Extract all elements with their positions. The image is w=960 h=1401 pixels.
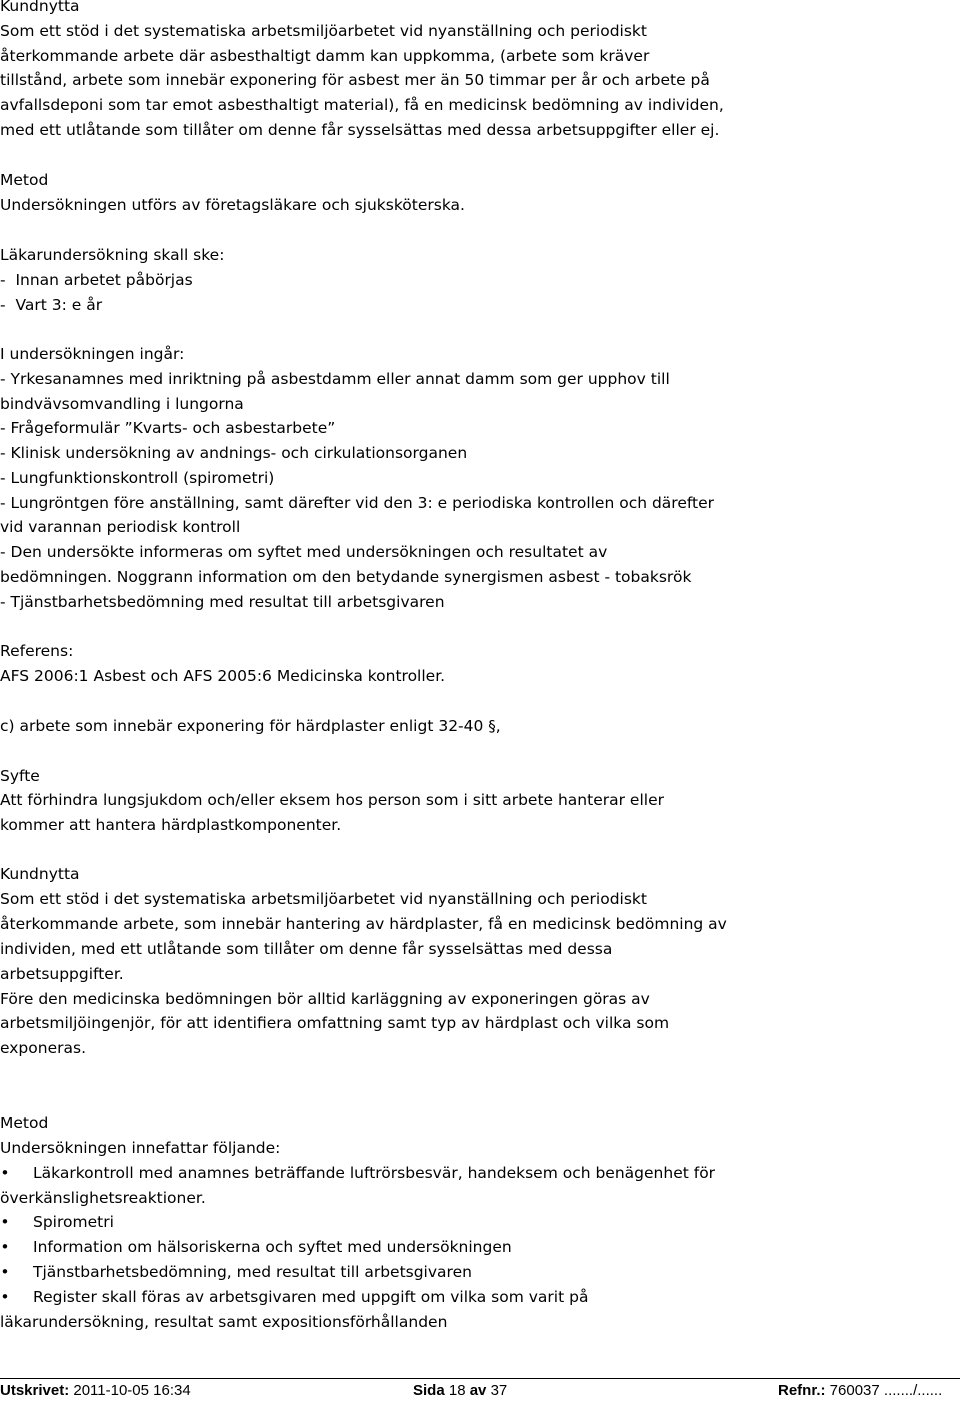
paragraph-line: - Tjänstbarhetsbedömning med resultat till arbetsgivaren — [0, 593, 445, 611]
section-heading-syfte: Syfte — [0, 767, 40, 785]
bullet-text: Tjänstbarhetsbedömning, med resultat till arbetsgivaren — [33, 1263, 472, 1281]
reference-number — [778, 1381, 942, 1401]
bullet-marker: • — [0, 1213, 10, 1231]
bullet-marker: • — [0, 1164, 10, 1182]
paragraph-line: återkommande arbete där asbesthaltigt damm kan uppkomma, (arbete som kräver — [0, 47, 650, 65]
paragraph-line: exponeras. — [0, 1039, 86, 1057]
paragraph-line: Undersökningen innefattar följande: — [0, 1139, 281, 1157]
printed-date — [0, 1381, 191, 1401]
bullet-text: Information om hälsoriskerna och syftet med undersökningen — [33, 1238, 512, 1256]
bullet-item — [0, 1161, 960, 1186]
paragraph-line: Undersökningen utförs av företagsläkare och sjuksköterska. — [0, 196, 465, 214]
printed-value: 2011-10-05 16:34 — [69, 1382, 191, 1399]
paragraph-line: Som ett stöd i det systematiska arbetsmiljöarbetet vid nyanställning och periodiskt — [0, 890, 647, 908]
bullet-continuation: överkänslighetsreaktioner. — [0, 1189, 206, 1207]
section-heading-metod: Metod — [0, 171, 49, 189]
paragraph-line: Som ett stöd i det systematiska arbetsmiljöarbetet vid nyanställning och periodiskt — [0, 22, 647, 40]
page-number — [413, 1381, 507, 1401]
dash-list-item: - Innan arbetet påbörjas — [0, 271, 193, 289]
section-heading-metod: Metod — [0, 1114, 49, 1132]
page-current: 18 — [448, 1382, 466, 1399]
paragraph-line: - Yrkesanamnes med inriktning på asbestdamm eller annat damm som ger upphov till — [0, 370, 670, 388]
paragraph-line: - Frågeformulär ”Kvarts- och asbestarbete” — [0, 419, 336, 437]
bullet-item — [0, 1285, 960, 1310]
section-c-text: c) arbete som innebär exponering för härdplaster enligt 32-40 — [0, 717, 489, 735]
paragraph-line: arbetsuppgifter. — [0, 965, 124, 983]
paragraph-line: kommer att hantera härdplastkomponenter. — [0, 816, 342, 834]
section-heading-lakarundersokning: Läkarundersökning skall ske: — [0, 246, 225, 264]
bullet-continuation: läkarundersökning, resultat samt expositionsförhållanden — [0, 1313, 448, 1331]
paragraph-symbol: § — [488, 717, 496, 735]
page-footer — [0, 1378, 960, 1399]
bullet-marker: • — [0, 1288, 10, 1306]
paragraph-line: med ett utlåtande som tillåter om denne får sysselsättas med dessa arbetsuppgifter eller ej. — [0, 121, 720, 139]
paragraph-line: avfallsdeponi som tar emot asbesthaltigt material), få en medicinsk bedömning av individen, — [0, 96, 724, 114]
section-c-heading — [0, 714, 501, 739]
reference-line: AFS 2006:1 Asbest och AFS 2005:6 Medicinska kontroller. — [0, 667, 446, 685]
bullet-text: Spirometri — [33, 1213, 114, 1231]
section-heading-referens: Referens: — [0, 642, 74, 660]
dash-list-item: - Vart 3: e år — [0, 296, 103, 314]
paragraph-line: - Lungfunktionskontroll (spirometri) — [0, 469, 275, 487]
paragraph-line: tillstånd, arbete som innebär exponering för asbest mer än 50 timmar per år och arbete på — [0, 71, 710, 89]
paragraph-line: Före den medicinska bedömningen bör alltid karläggning av exponeringen göras av — [0, 990, 650, 1008]
paragraph-line: vid varannan periodisk kontroll — [0, 518, 241, 536]
section-c-suffix: , — [495, 717, 501, 735]
paragraph-line: individen, med ett utlåtande som tillåter om denne får sysselsättas med dessa — [0, 940, 613, 958]
ref-label: Refnr.: — [778, 1382, 826, 1399]
bullet-text: Register skall föras av arbetsgivaren med uppgift om vilka som varit på — [33, 1288, 589, 1306]
bullet-marker: • — [0, 1263, 10, 1281]
page-of-label: av — [469, 1382, 487, 1399]
bullet-marker: • — [0, 1238, 10, 1256]
paragraph-line: - Klinisk undersökning av andnings- och cirkulationsorganen — [0, 444, 468, 462]
paragraph-line: återkommande arbete, som innebär hantering av härdplaster, få en medicinsk bedömning av — [0, 915, 727, 933]
bullet-item — [0, 1260, 960, 1285]
page-label: Sida — [413, 1382, 445, 1399]
bullet-item — [0, 1210, 960, 1235]
ref-value: 760037 ......./...... — [825, 1382, 943, 1399]
bullet-text: Läkarkontroll med anamnes beträffande luftrörsbesvär, handeksem och benägenhet för — [33, 1164, 716, 1182]
paragraph-line: - Den undersökte informeras om syftet med undersökningen och resultatet av — [0, 543, 608, 561]
paragraph-line: bindvävsomvandling i lungorna — [0, 395, 244, 413]
paragraph-line: arbetsmiljöingenjör, för att identifiera omfattning samt typ av härdplast och vilka som — [0, 1014, 670, 1032]
section-heading-ingar: I undersökningen ingår: — [0, 345, 185, 363]
paragraph-line: bedömningen. Noggrann information om den betydande synergismen asbest - tobaksrök — [0, 568, 692, 586]
page-total: 37 — [490, 1382, 508, 1399]
section-heading-kundnytta: Kundnytta — [0, 0, 80, 15]
section-heading-kundnytta: Kundnytta — [0, 865, 80, 883]
printed-label: Utskrivet: — [0, 1382, 70, 1399]
paragraph-line: - Lungröntgen före anställning, samt därefter vid den 3: e periodiska kontrollen och därefter — [0, 494, 715, 512]
paragraph-line: Att förhindra lungsjukdom och/eller eksem hos person som i sitt arbete hanterar eller — [0, 791, 664, 809]
bullet-item — [0, 1235, 960, 1260]
